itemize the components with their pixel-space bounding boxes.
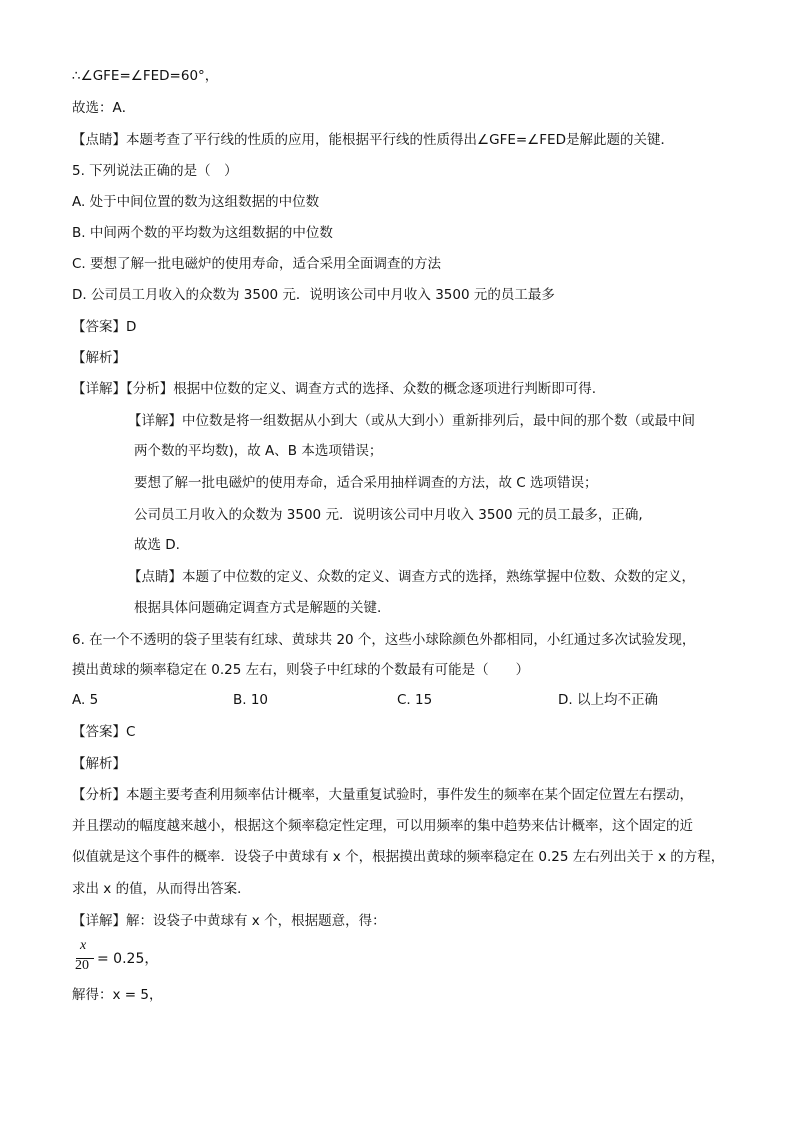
question-6-analysis-2: 并且摆动的幅度越来越小，根据这个频率稳定性定理，可以用频率的集中趋势来估计概率，这个固定的近 xyxy=(72,818,693,834)
question-6-option-c: C. 15 xyxy=(397,692,433,708)
question-6-analysis-3: 似值就是这个事件的概率．设袋子中黄球有 x 个，根据摸出黄球的频率稳定在 0.25 左右列出关于 x 的方程， xyxy=(72,849,725,865)
question-5-stem: 5. 下列说法正确的是（ ） xyxy=(72,163,238,179)
question-6-detail: 【详解】解：设袋子中黄球有 x 个，根据题意，得： xyxy=(72,913,386,929)
question-5-option-b: B. 中间两个数的平均数为这组数据的中位数 xyxy=(72,225,333,241)
question-6-option-a: A. 5 xyxy=(72,692,99,708)
solution-line: 解得：x = 5， xyxy=(72,987,163,1003)
detail-line-5: 故选 D. xyxy=(134,537,180,553)
conclusion-line: ∴∠GFE=∠FED=60°， xyxy=(72,68,219,84)
detail-line-1: 【详解】中位数是将一组数据从小到大（或从大到小）重新排列后，最中间的那个数（或最中间 xyxy=(128,413,695,429)
question-6-options xyxy=(72,690,722,710)
question-6-option-d: D. 以上均不正确 xyxy=(558,692,658,708)
fraction-denominator: 20 xyxy=(75,958,89,973)
detail-line-6: 【点睛】本题了中位数的定义、众数的定义、调查方式的选择，熟练掌握中位数、众数的定义， xyxy=(128,569,695,585)
fraction-numerator: x xyxy=(80,938,87,953)
question-5-analysis: 【详解】【分析】根据中位数的定义、调查方式的选择、众数的概念逐项进行判断即可得. xyxy=(72,381,597,397)
detail-line-7: 根据具体问题确定调查方式是解题的关键. xyxy=(134,600,382,616)
question-5-option-d: D. 公司员工月收入的众数为 3500 元．说明该公司中月收入 3500 元的员工最多 xyxy=(72,287,555,303)
question-6-analysis-heading: 【解析】 xyxy=(72,756,126,772)
question-5-option-a: A. 处于中间位置的数为这组数据的中位数 xyxy=(72,194,320,210)
question-5-answer: 【答案】D xyxy=(72,319,137,335)
detail-line-2: 两个数的平均数)，故 A、B 本选项错误； xyxy=(134,443,383,459)
question-6-option-b: B. 10 xyxy=(233,692,269,708)
question-6-analysis-4: 求出 x 的值，从而得出答案． xyxy=(72,881,251,897)
detail-line-3: 要想了解一批电磁炉的使用寿命，适合采用抽样调查的方法，故 C 选项错误； xyxy=(134,475,598,491)
question-6-stem-2: 摸出黄球的频率稳定在 0.25 左右，则袋子中红球的个数最有可能是（ ） xyxy=(72,662,530,678)
answer-choice-line: 故选：A． xyxy=(72,100,136,116)
question-6-analysis-1: 【分析】本题主要考查利用频率估计概率，大量重复试验时，事件发生的频率在某个固定位置左右摆动， xyxy=(72,787,693,803)
detail-line-4: 公司员工月收入的众数为 3500 元．说明该公司中月收入 3500 元的员工最多，正确, xyxy=(134,507,643,523)
equation-right-side: = 0.25， xyxy=(97,951,159,967)
question-6-stem-1: 6. 在一个不透明的袋子里装有红球、黄球共 20 个，这些小球除颜色外都相同，小红通过多次试验发现， xyxy=(72,632,696,648)
question-5-option-c: C. 要想了解一批电磁炉的使用寿命，适合采用全面调查的方法 xyxy=(72,256,442,272)
question-5-analysis-heading: 【解析】 xyxy=(72,350,126,366)
question-6-answer: 【答案】C xyxy=(72,724,136,740)
comment-line: 【点睛】本题考查了平行线的性质的应用，能根据平行线的性质得出∠GFE=∠FED是解此题的关键． xyxy=(72,132,674,148)
equation-fraction xyxy=(72,938,192,978)
